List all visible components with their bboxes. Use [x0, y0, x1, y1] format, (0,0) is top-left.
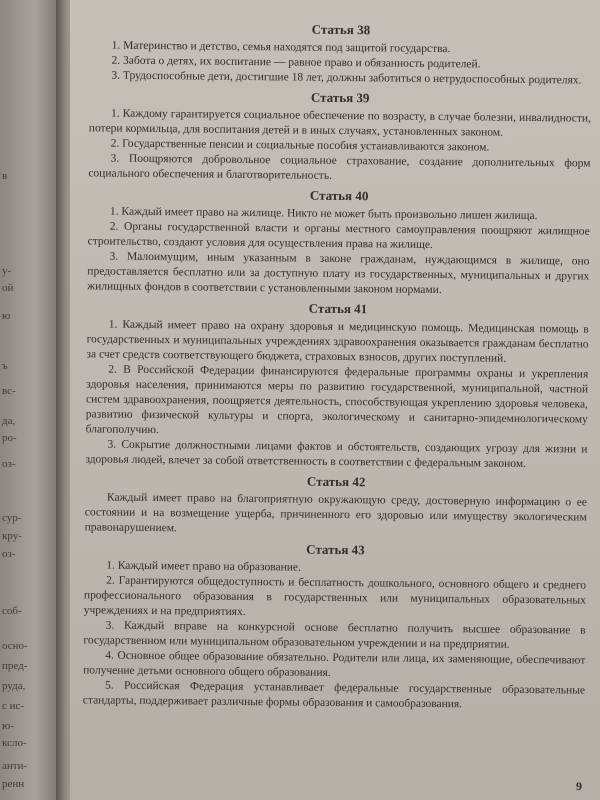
book-page — [70, 0, 600, 800]
prev-page-fragment: анти- — [2, 760, 28, 772]
prev-page-fragment: ой — [2, 282, 14, 294]
prev-page-fragment: осно- — [2, 640, 28, 652]
page-number: 9 — [576, 779, 582, 793]
prev-page-fragment: ъ — [2, 360, 8, 372]
prev-page-fragment: пред- — [2, 660, 28, 672]
article — [87, 185, 590, 299]
article-paragraph: 2. Государственные пенсии и социальные пособия устанавливаются законом. — [110, 137, 490, 154]
prev-page-fragment: оз- — [2, 548, 16, 560]
article-heading: Статья 41 — [308, 300, 368, 317]
prev-page-fragment: ро- — [2, 432, 17, 444]
previous-page-edge — [0, 0, 58, 800]
article-heading: Статья 42 — [306, 473, 366, 490]
prev-page-fragment: сур- — [2, 512, 22, 524]
article — [88, 87, 591, 186]
article-paragraph: 4. Основное общее образование обязательно. Родители или лица, их заменяющие, обеспечивают получение детьми основного общего образования. — [83, 649, 586, 679]
article-paragraph: 2. Забота о детях, их воспитание — равное право и обязанность родителей. — [111, 54, 481, 71]
prev-page-fragment: в — [2, 170, 8, 182]
prev-page-fragment: да, — [2, 415, 16, 427]
article — [89, 19, 592, 88]
prev-page-fragment: руда, — [2, 680, 26, 692]
article-paragraph: 2. В Российской Федерации финансируются федеральные программы охраны и укрепления здоровья населения, принимаются меры по развитию государственной, муниципальной, частной систем здравоохранения, поощряется деятельность, способствующая укреплению здоровья человека, развитию физической культуры и спорта, экологическому и санитарно-эпидемиологическому благополучию. — [85, 363, 589, 437]
article-paragraph: 2. Гарантируются общедоступность и бесплатность дошкольного, основного общего и среднего профессионального образования в государственных или муниципальных образовательных учреждениях и на предприятиях. — [83, 574, 587, 619]
article-paragraph: 1. Материнство и детство, семья находятся под защитой государства. — [111, 39, 451, 56]
prev-page-fragment: оз- — [2, 458, 16, 470]
article-paragraph: Каждый имеет право на благоприятную окружающую среду, достоверную информацию о ее состоянии и на возмещение ущерба, причиненного его здоровью или имуществу экологическим правонарушением. — [84, 491, 588, 535]
prev-page-fragment: соб- — [2, 605, 22, 617]
article-paragraph: 3. Трудоспособные дети, достигшие 18 лет, должны заботиться о нетрудоспособных родителях. — [111, 69, 582, 87]
article — [85, 298, 589, 472]
article-paragraph: 3. Малоимущим, иным указанным в законе гражданам, нуждающимся в жилище, оно предоставляется бесплатно или за доступную плату из государственных, муниципальных и других жилищных фондов в соответствии с установленными законом нормами. — [87, 250, 590, 297]
article-paragraph: 1. Каждому гарантируется социальное обеспечение по возрасту, в случае болезни, инвалидности, потери кормильца, для воспитания детей и в иных случаях, установленных законом. — [88, 107, 592, 139]
prev-page-fragment: ксло- — [2, 737, 27, 749]
prev-page-fragment: у- — [2, 265, 12, 277]
article-paragraph: 3. Сокрытие должностными лицами фактов и обстоятельств, создающих угрозу для жизни и здоровья людей, влечет за собой ответственность в соответствии с федеральным законом. — [85, 438, 588, 470]
prev-page-fragment: ренн — [2, 778, 25, 790]
article-heading: Статья 38 — [311, 21, 371, 38]
article-paragraph: 1. Каждый имеет право на образование. — [106, 559, 301, 574]
article-paragraph: 3. Поощряются добровольное социальное страхование, создание дополнительных форм социального обеспечения и благотворительность. — [88, 152, 591, 182]
article-heading: Статья 43 — [306, 541, 365, 558]
article — [83, 539, 587, 713]
prev-page-fragment: вс- — [2, 385, 16, 397]
prev-page-fragment: ю- — [2, 720, 14, 732]
article — [85, 471, 588, 540]
prev-page-fragment: кру- — [2, 530, 22, 542]
prev-page-fragment: ю — [2, 310, 11, 322]
article-paragraph: 2. Органы государственной власти и органы местного самоуправления поощряют жилищное строительство, создают условия для осуществления права на жилище. — [87, 220, 590, 251]
article-heading: Статья 40 — [309, 187, 369, 204]
article-paragraph: 1. Каждый имеет право на охрану здоровья и медицинскую помощь. Медицинская помощь в государственных и муниципальных учреждениях здравоохранения оказывается гражданам бесплатно за счет средств соответствующего бюджета, страховых взносов, других поступлений. — [86, 318, 589, 365]
article-paragraph: 1. Каждый имеет право на жилище. Никто не может быть произвольно лишен жилища. — [109, 205, 538, 223]
article-paragraph: 3. Каждый вправе на конкурсной основе бесплатно получить высшее образование в государственном или муниципальном образовательном учреждении и на предприятии. — [83, 619, 586, 651]
article-paragraph: 5. Российская Федерация устанавливает федеральные государственные образовательные стандарты, поддерживает различные формы образования и самообразования. — [82, 679, 586, 711]
article-heading: Статья 39 — [310, 89, 370, 106]
page-content — [83, 15, 592, 713]
prev-page-fragment: с ис- — [2, 700, 25, 712]
